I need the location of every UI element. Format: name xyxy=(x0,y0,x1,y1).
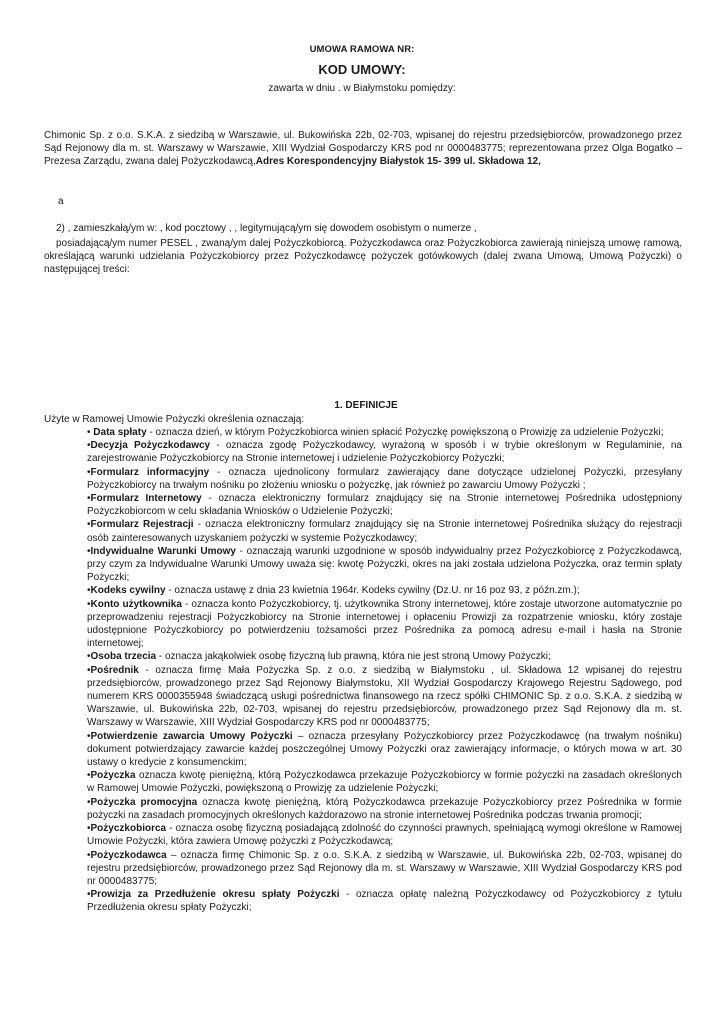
definition-item xyxy=(87,518,682,544)
definition-item xyxy=(87,769,682,795)
definition-description: - oznacza jakąkolwiek osobę fizyczną lub prawną, która nie jest stroną Umowy Pożyczki; xyxy=(156,651,551,663)
definition-term: Pożyczkobiorca xyxy=(90,823,167,835)
conjunction-and: a xyxy=(58,196,64,207)
definition-description: - oznacza ustawę z dnia 23 kwietnia 1964r. Kodeks cywilny (Dz.U. nr 16 poz 93, z późn.zm.); xyxy=(165,585,580,597)
definition-term: Osoba trzecia xyxy=(90,651,157,663)
definition-description: - oznacza opłatę należną Pożyczkodawcy od Pożyczkobiorcy z tytułu Przedłużenia okresu spłaty Pożyczki; xyxy=(87,889,682,914)
definition-term: Formularz Rejestracji xyxy=(90,519,194,531)
definition-description: – oznacza firmę Chimonic Sp. z o.o. S.K.A. z siedzibą w Warszawie, ul. Bukowińska 22b, 02-703, wpisanej do rejestru przedsiębiorców, prowadzonego przez Sąd Rejonowy dla m. st. Warszawy w Warszawie, XIII Wydział Gospodarczy KRS pod nr 0000483775; xyxy=(87,849,682,887)
definition-item xyxy=(87,545,682,585)
definition-item xyxy=(87,849,682,889)
definition-term: Pożyczka promocyjna xyxy=(90,796,198,808)
definition-description: - oznacza dzień, w którym Pożyczkobiorca winien spłacić Pożyczkę powiększoną o Prowizję za udzielenie Pożyczki; xyxy=(146,427,664,438)
definition-item xyxy=(87,584,682,597)
definition-term: Data spłaty xyxy=(93,427,147,438)
contract-code-title: KOD UMOWY: xyxy=(318,62,406,77)
definition-item xyxy=(87,822,682,848)
definition-term: Formularz Internetowy xyxy=(90,493,202,505)
definition-item xyxy=(87,650,682,663)
bullet-icon: • xyxy=(87,493,91,505)
definition-item xyxy=(87,598,682,651)
lender-description: Chimonic Sp. z o.o. S.K.A. z siedzibą w Warszawie, ul. Bukowińska 22b, 02-703, wpisanej do rejestru przedsiębiorców, prowadzonego przez Sąd Rejonowy dla m. st. Warszawy w Warszawie, XIII Wydział Gospodarczy KRS pod nr 0000483775; reprezentowana przez Olga Bogatko – Prezesa Zarządu, zwana dalej Pożyczkodawcą, xyxy=(44,130,682,168)
borrower-party-paragraph: posiadającą/ym numer PESEL , zwaną/ym dalej Pożyczkobiorcą. Pożyczkodawca oraz Pożyczkobiorca zawierają niniejszą umowę ramową, określającą warunki udzielania Pożyczkobiorcy przez Pożyczkodawcę pożyczek gotówkowych (dalej zwana Umową, Umową Pożyczki) o następującej treści: xyxy=(44,238,682,276)
definitions-intro: Użyte w Ramowej Umowie Pożyczki określenia oznaczają: xyxy=(44,414,305,425)
definition-term: Potwierdzenie zawarcia Umowy Pożyczki xyxy=(90,730,293,742)
definition-description: - oznacza ujednolicony formularz zawierający dane dotyczące udzielonej Pożyczki, przesyłany Pożyczkobiorcy na trwałym nośniku po złożeniu wniosku o pożyczkę, jak również po zawarciu Umowy Pożyczki ; xyxy=(87,466,682,491)
definition-description: - oznacza konto Pożyczkobiorcy, tj. użytkownika Strony internetowej, które zostaje utworzone automatycznie po przeprowadzeniu rejestracji Pożyczkobiorcy na Stronie internetowej i opłaceniu Prowizji za rozpatrzenie wniosku, który zostaje udostępnione Pożyczkobiorcy po potwierdzeniu tożsamości przez Pośrednika za pomocą adresu e-mail i hasła na Stronie internetowej; xyxy=(87,598,682,650)
lender-correspondence-address: Adres Korespondencyjny Białystok 15- 399 ul. Składowa 12, xyxy=(255,156,541,168)
bullet-icon: • xyxy=(87,664,91,676)
definition-description: - oznacza elektroniczny formularz znajdujący się na Stronie internetowej Pośrednika służący do rejestracji osób zainteresowanych uzyskaniem pożyczki w systemie Pożyczkodawcy; xyxy=(87,519,682,544)
definition-term: Prowizja za Przedłużenie okresu spłaty Pożyczki xyxy=(90,889,340,901)
bullet-icon: • xyxy=(87,889,91,901)
definitions-heading: 1. DEFINICJE xyxy=(334,400,398,411)
definition-term: Decyzja Pożyczkodawcy xyxy=(90,440,211,452)
definition-description: - oznacza firmę Mała Pożyczka Sp. z o.o. z siedzibą w Białymstoku , ul. Składowa 12 wpisanej do rejestru przedsiębiorców, prowadzonego przez Sąd Rejonowy Białymstoku, XII Wydział Gospodarczy Krajowego Rejestru Sądowego, pod numerem KRS 0000355948 świadczącą usługi pośrednictwa finansowego na rzecz spółki CHIMONIC Sp. z o.o. S.K.A. z siedzibą w Warszawie, ul. Bukowińska 22b, 02-703, wpisanej do rejestru przedsiębiorców, prowadzonego przez Sąd Rejonowy dla m. st. Warszawy w Warszawie, XIII Wydział Gospodarczy KRS pod nr 0000483775; xyxy=(87,664,682,729)
definition-item xyxy=(87,796,682,822)
lender-party-paragraph xyxy=(44,129,682,169)
definition-item xyxy=(87,888,682,914)
definition-description: – oznacza przesyłany Pożyczkobiorcy przez Pożyczkodawcę (na trwałym nośniku) dokument potwierdzający zawarcie każdej poszczególnej Umowy Pożyczki oraz zawierający informacje, o których mowa w art. 30 ustawy o kredycie z konsumenckim; xyxy=(87,730,682,769)
definition-description: oznacza kwotę pieniężną, którą Pożyczkodawca przekazuje Pożyczkobiorcy przez Pośrednika w formie pożyczki na zasadach promocyjnych określonych każdorazowo na stronie internetowej Pośrednika podczas trwania promocji; xyxy=(87,796,682,821)
definition-item xyxy=(87,439,682,465)
definition-description: - oznaczają warunki uzgodnione w sposób indywidualny przez Pożyczkobiorcę z Pożyczkodawcą, przy czym za Indywidualne Warunki Umowy uważa się: kwotę Pożyczki, okres na jaki została udzielona Pożyczka, oraz termin spłaty Pożyczki; xyxy=(87,545,682,584)
bullet-icon: • xyxy=(87,651,91,663)
definition-term: Konto użytkownika xyxy=(90,598,182,610)
definition-item xyxy=(87,466,682,492)
contract-concluded-line: zawarta w dniu . w Białymstoku pomiędzy: xyxy=(268,83,456,94)
bullet-icon: • xyxy=(87,466,91,478)
definition-item xyxy=(87,426,682,439)
definition-description: - oznacza zgodę Pożyczkodawcy, wyrażoną w sposób i w trybie określonym w Regulaminie, na zarejestrowanie Pożyczkobiorcy na Stronie internetowej i udzielenie Pożyczkobiorcy Pożyczki; xyxy=(87,440,682,465)
definition-term: Indywidualne Warunki Umowy xyxy=(90,545,236,557)
bullet-icon: • xyxy=(87,427,94,438)
bullet-icon: • xyxy=(87,770,91,782)
definition-item xyxy=(87,664,682,730)
definition-term: Formularz informacyjny xyxy=(90,466,210,478)
definition-description: - oznacza elektroniczny formularz znajdujący się na Stronie internetowej Pośrednika udostępniony Pożyczkobiorcom w celu składania Wniosków o Udzielenie Pożyczki; xyxy=(87,493,682,518)
bullet-icon: • xyxy=(87,849,91,861)
definition-description: - oznacza osobę fizyczną posiadającą zdolność do czynności prawnych, spełniającą wymogi określone w Ramowej Umowie Pożyczki, która zawiera Umowę pożyczki z Pożyczkodawcą; xyxy=(87,823,682,848)
definition-item xyxy=(87,492,682,518)
bullet-icon: • xyxy=(87,796,91,808)
bullet-icon: • xyxy=(87,585,91,597)
bullet-icon: • xyxy=(87,823,91,835)
definition-description: oznacza kwotę pieniężną, którą Pożyczkodawca przekazuje Pożyczkobiorcy w formie pożyczki na zasadach określonych w Ramowej Umowie Pożyczki, powiększoną o Prowizję za udzielenie Pożyczki; xyxy=(87,770,682,795)
definition-term: Pożyczkodawca xyxy=(90,849,167,861)
borrower-address-line: 2) , zamieszkałą/ym w: , kod pocztowy , , legitymującą/ym się dowodem osobistym o numerze , xyxy=(56,223,477,234)
definition-item xyxy=(87,730,682,770)
definition-term: Kodeks cywilny xyxy=(90,585,166,597)
bullet-icon: • xyxy=(87,598,91,610)
definition-term: Pożyczka xyxy=(90,770,136,782)
bullet-icon: • xyxy=(87,519,91,531)
bullet-icon: • xyxy=(87,730,91,742)
definitions-list xyxy=(87,426,682,915)
contract-number-label: UMOWA RAMOWA NR: xyxy=(309,44,415,55)
bullet-icon: • xyxy=(87,440,91,452)
definition-term: Pośrednik xyxy=(90,664,139,676)
bullet-icon: • xyxy=(87,545,91,557)
